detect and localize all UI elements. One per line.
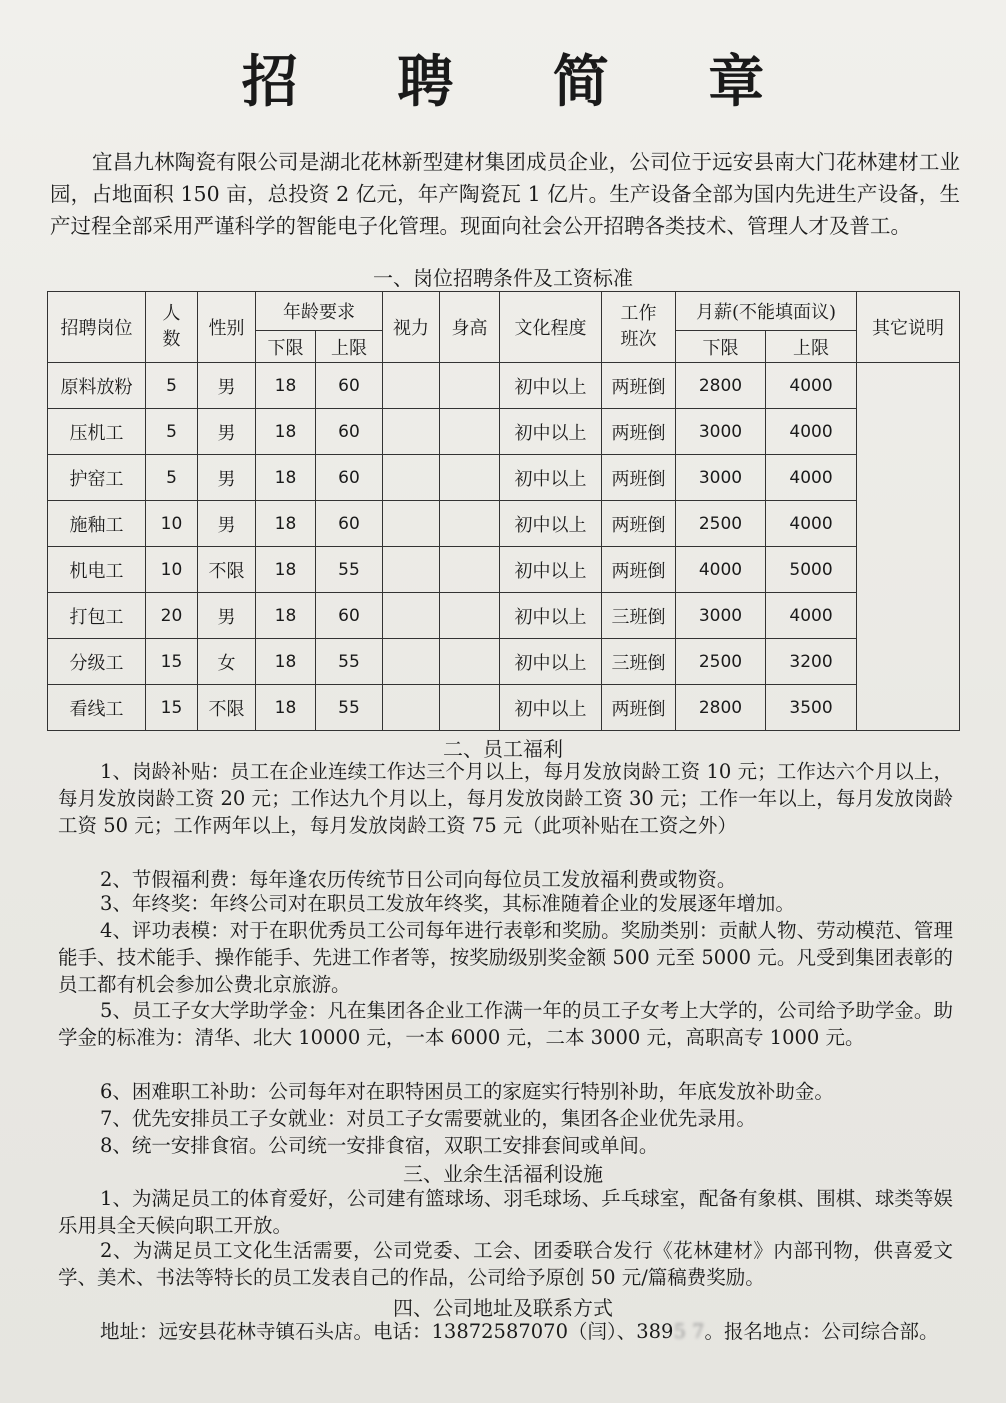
cell-salary-min: 4000 <box>676 547 766 593</box>
cell-height <box>440 409 500 455</box>
cell-age-max: 60 <box>316 593 383 639</box>
cell-age-max: 55 <box>316 547 383 593</box>
cell-age-max: 60 <box>316 363 383 409</box>
cell-position: 护窑工 <box>48 455 146 501</box>
cell-height <box>440 363 500 409</box>
cell-position: 打包工 <box>48 593 146 639</box>
col-age-min: 下限 <box>256 331 316 363</box>
section4-heading: 四、公司地址及联系方式 <box>393 1296 613 1320</box>
cell-count: 10 <box>146 501 198 547</box>
cell-education: 初中以上 <box>500 547 602 593</box>
cell-gender: 男 <box>198 593 256 639</box>
col-count: 人数 <box>146 292 198 363</box>
cell-vision <box>383 409 440 455</box>
cell-salary-min: 2800 <box>676 363 766 409</box>
cell-age-max: 60 <box>316 455 383 501</box>
benefit-item: 7、优先安排员工子女就业：对员工子女需要就业的，集团各企业优先录用。 <box>100 1107 756 1130</box>
cell-salary-max: 5000 <box>766 547 857 593</box>
cell-shift: 两班倒 <box>602 455 676 501</box>
cell-vision <box>383 685 440 731</box>
facility-item: 1、为满足员工的体育爱好，公司建有篮球场、羽毛球场、乒乓球室，配备有象棋、围棋、球类等娱乐用具全天候向职工开放。 <box>58 1187 953 1237</box>
cell-shift: 三班倒 <box>602 593 676 639</box>
cell-salary-max: 3500 <box>766 685 857 731</box>
col-salary-min: 下限 <box>676 331 766 363</box>
intro-paragraph: 宜昌九林陶瓷有限公司是湖北花林新型建材集团成员企业，公司位于远安县南大门花林建材工业园，占地面积 150 亩，总投资 2 亿元，年产陶瓷瓦 1 亿片。生产设备全部为国内先进生产设备，生产过程全部采用严谨科学的智能电子化管理。现面向社会公开招聘各类技术、管理人才及普工。 <box>50 150 960 238</box>
table-row <box>48 501 960 547</box>
col-age: 年龄要求 <box>256 292 383 331</box>
cell-age-max: 60 <box>316 501 383 547</box>
cell-salary-min: 2500 <box>676 501 766 547</box>
cell-gender: 女 <box>198 639 256 685</box>
cell-position: 原料放粉 <box>48 363 146 409</box>
cell-other <box>857 363 960 731</box>
cell-vision <box>383 363 440 409</box>
section3-heading: 三、业余生活福利设施 <box>403 1162 603 1186</box>
cell-height <box>440 593 500 639</box>
cell-gender: 男 <box>198 363 256 409</box>
col-salary-max: 上限 <box>766 331 857 363</box>
cell-salary-max: 4000 <box>766 455 857 501</box>
cell-height <box>440 639 500 685</box>
col-age-max: 上限 <box>316 331 383 363</box>
cell-education: 初中以上 <box>500 501 602 547</box>
cell-shift: 两班倒 <box>602 363 676 409</box>
cell-position: 压机工 <box>48 409 146 455</box>
cell-education: 初中以上 <box>500 593 602 639</box>
cell-count: 15 <box>146 639 198 685</box>
col-position: 招聘岗位 <box>48 292 146 363</box>
cell-age-max: 60 <box>316 409 383 455</box>
benefit-item: 3、年终奖：年终公司对在职员工发放年终奖，其标准随着企业的发展逐年增加。 <box>100 892 795 915</box>
cell-salary-min: 2500 <box>676 639 766 685</box>
obscured-phone: 5 7 <box>673 1320 705 1343</box>
cell-height <box>440 685 500 731</box>
col-other: 其它说明 <box>857 292 960 363</box>
cell-vision <box>383 593 440 639</box>
benefit-item: 2、节假福利费：每年逢农历传统节日公司向每位员工发放福利费或物资。 <box>100 868 737 891</box>
cell-shift: 三班倒 <box>602 639 676 685</box>
cell-education: 初中以上 <box>500 409 602 455</box>
cell-age-min: 18 <box>256 455 316 501</box>
cell-shift: 两班倒 <box>602 409 676 455</box>
section1-heading: 一、岗位招聘条件及工资标准 <box>373 266 633 290</box>
cell-gender: 男 <box>198 501 256 547</box>
page-title: 招 聘 简 章 <box>241 49 805 115</box>
cell-shift: 两班倒 <box>602 547 676 593</box>
cell-salary-min: 3000 <box>676 409 766 455</box>
cell-education: 初中以上 <box>500 363 602 409</box>
table-row <box>48 639 960 685</box>
cell-age-min: 18 <box>256 409 316 455</box>
cell-gender: 男 <box>198 455 256 501</box>
cell-salary-max: 4000 <box>766 409 857 455</box>
contact-paragraph <box>58 1318 953 1345</box>
cell-age-min: 18 <box>256 639 316 685</box>
cell-education: 初中以上 <box>500 639 602 685</box>
jobs-table <box>47 291 960 731</box>
cell-position: 机电工 <box>48 547 146 593</box>
facility-item: 2、为满足员工文化生活需要，公司党委、工会、团委联合发行《花林建材》内部刊物，供喜爱文学、美术、书法等特长的员工发表自己的作品，公司给予原创 50 元/篇稿费奖励。 <box>58 1239 953 1289</box>
table-row <box>48 409 960 455</box>
cell-position: 施釉工 <box>48 501 146 547</box>
cell-height <box>440 455 500 501</box>
cell-count: 5 <box>146 409 198 455</box>
cell-salary-max: 4000 <box>766 501 857 547</box>
cell-salary-max: 3200 <box>766 639 857 685</box>
benefit-item: 4、评功表模：对于在职优秀员工公司每年进行表彰和奖励。奖励类别：贡献人物、劳动模范、管理能手、技术能手、操作能手、先进工作者等，按奖励级别奖金额 500 元至 5000 元。凡受到集团表彰的员工都有机会参加公费北京旅游。 <box>58 919 953 996</box>
cell-salary-max: 4000 <box>766 593 857 639</box>
cell-salary-min: 2800 <box>676 685 766 731</box>
cell-count: 5 <box>146 455 198 501</box>
cell-gender: 不限 <box>198 685 256 731</box>
cell-age-min: 18 <box>256 363 316 409</box>
benefit-item: 8、统一安排食宿。公司统一安排食宿，双职工安排套间或单间。 <box>100 1134 659 1157</box>
cell-position: 看线工 <box>48 685 146 731</box>
table-row <box>48 455 960 501</box>
cell-salary-max: 4000 <box>766 363 857 409</box>
table-row <box>48 547 960 593</box>
cell-vision <box>383 547 440 593</box>
cell-age-min: 18 <box>256 593 316 639</box>
cell-vision <box>383 455 440 501</box>
col-salary: 月薪(不能填面议) <box>676 292 857 331</box>
cell-age-min: 18 <box>256 547 316 593</box>
cell-position: 分级工 <box>48 639 146 685</box>
cell-shift: 两班倒 <box>602 685 676 731</box>
cell-gender: 男 <box>198 409 256 455</box>
cell-height <box>440 501 500 547</box>
col-shift: 工作班次 <box>602 292 676 363</box>
cell-education: 初中以上 <box>500 455 602 501</box>
cell-height <box>440 547 500 593</box>
section2-heading: 二、员工福利 <box>443 737 563 761</box>
cell-count: 5 <box>146 363 198 409</box>
contact-suffix: 。报名地点：公司综合部。 <box>704 1320 939 1343</box>
benefit-item: 1、岗龄补贴：员工在企业连续工作达三个月以上，每月发放岗龄工资 10 元；工作达六个月以上，每月发放岗龄工资 20 元；工作达九个月以上，每月发放岗龄工资 30 元；工作一年以上，每月发放岗龄工资 50 元；工作两年以上，每月发放岗龄工资 75 元（此项补贴在工资之外） <box>58 760 953 837</box>
cell-gender: 不限 <box>198 547 256 593</box>
cell-age-max: 55 <box>316 685 383 731</box>
benefit-item: 5、员工子女大学助学金：凡在集团各企业工作满一年的员工子女考上大学的，公司给予助学金。助学金的标准为：清华、北大 10000 元，一本 6000 元，二本 3000 元，高职高专 1000 元。 <box>58 999 953 1049</box>
cell-age-min: 18 <box>256 685 316 731</box>
table-row <box>48 593 960 639</box>
col-education: 文化程度 <box>500 292 602 363</box>
col-gender: 性别 <box>198 292 256 363</box>
cell-education: 初中以上 <box>500 685 602 731</box>
table-row <box>48 363 960 409</box>
cell-salary-min: 3000 <box>676 593 766 639</box>
contact-prefix: 地址：远安县花林寺镇石头店。电话：13872587070（闫）、389 <box>100 1320 674 1343</box>
cell-count: 15 <box>146 685 198 731</box>
col-vision: 视力 <box>383 292 440 363</box>
cell-vision <box>383 639 440 685</box>
cell-age-max: 55 <box>316 639 383 685</box>
cell-count: 10 <box>146 547 198 593</box>
col-height: 身高 <box>440 292 500 363</box>
cell-salary-min: 3000 <box>676 455 766 501</box>
cell-vision <box>383 501 440 547</box>
benefit-item: 6、困难职工补助：公司每年对在职特困员工的家庭实行特别补助，年底发放补助金。 <box>100 1080 834 1103</box>
table-row <box>48 685 960 731</box>
cell-age-min: 18 <box>256 501 316 547</box>
cell-shift: 两班倒 <box>602 501 676 547</box>
cell-count: 20 <box>146 593 198 639</box>
